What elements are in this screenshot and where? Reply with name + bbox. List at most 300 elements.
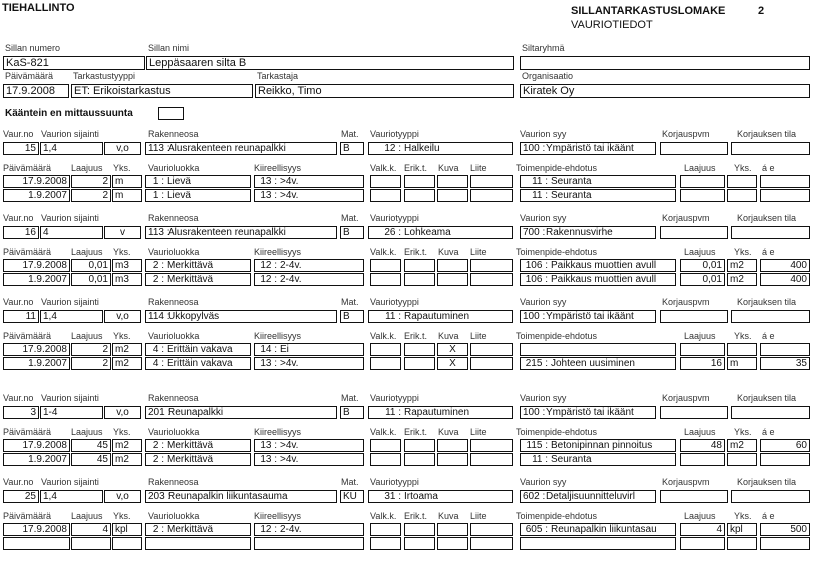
obs-urgency-field-code: 12 :	[260, 524, 277, 535]
obs-class-field[interactable]	[145, 343, 251, 356]
obs-a-extent-field[interactable]: 0,01	[680, 259, 725, 272]
obs-kuva-field[interactable]	[437, 259, 468, 272]
repair-status-label: Korjauksen tila	[737, 297, 797, 307]
bridge-group-field[interactable]	[520, 56, 810, 70]
dmg-type-field-code: 26 :	[384, 227, 401, 238]
obs-urgency-field[interactable]	[254, 357, 364, 370]
obs-liite-field[interactable]	[470, 357, 513, 370]
dmg-type-field-text: Rapautuminen	[404, 311, 470, 322]
obs-date-field[interactable]	[3, 537, 70, 550]
obs-a-extent-field[interactable]: 16	[680, 357, 725, 370]
dmg-no-field[interactable]: 25	[3, 490, 39, 503]
obs-a-extent-field[interactable]	[680, 175, 725, 188]
obs-extent-label: Laajuus	[71, 511, 103, 521]
obs-a-extent-field[interactable]	[680, 189, 725, 202]
inspection-type-label: Tarkastustyyppi	[73, 71, 136, 81]
dmg-no-label: Vaur.no	[3, 129, 34, 139]
part-field-code: 113 :	[148, 227, 170, 238]
obs-class-field-text: Merkittävä	[167, 440, 214, 451]
mat-label: Mat.	[341, 297, 359, 307]
obs-action-field[interactable]	[520, 523, 676, 536]
obs-liite-field[interactable]	[470, 343, 513, 356]
obs-unit-field[interactable]: m	[112, 189, 142, 202]
obs-valk-field[interactable]	[370, 537, 401, 550]
obs-action-field-text	[548, 344, 551, 355]
obs-erik-field[interactable]	[404, 273, 435, 286]
obs-date-label: Päivämäärä	[3, 331, 52, 341]
obs-unit-field[interactable]: m2	[112, 439, 142, 452]
cause-field-code: 100 :	[523, 407, 546, 418]
repair-status-field[interactable]	[731, 406, 810, 419]
location-field[interactable]: 1,4	[40, 142, 103, 155]
dmg-type-field-text: Irtoama	[404, 491, 438, 502]
obs-date-field[interactable]: 17.9.2008	[3, 439, 70, 452]
cause-label: Vaurion syy	[520, 213, 567, 223]
form-subtitle: VAURIOTIEDOT	[571, 19, 653, 31]
obs-a-unit-field[interactable]: m2	[727, 439, 757, 452]
obs-class-field-code: 2 :	[152, 274, 164, 285]
obs-erik-label: Erik.t.	[404, 427, 428, 437]
obs-erik-label: Erik.t.	[404, 331, 428, 341]
obs-urgency-field-text: >4v.	[280, 440, 299, 451]
obs-class-field[interactable]	[145, 273, 251, 286]
obs-action-field[interactable]	[520, 357, 676, 370]
location-field[interactable]: 1,4	[40, 310, 103, 323]
mat-field[interactable]: KU	[340, 490, 364, 503]
obs-liite-field[interactable]	[470, 453, 513, 466]
obs-kuva-field[interactable]	[437, 273, 468, 286]
obs-a-price-field[interactable]: 400	[760, 259, 810, 272]
part-field-code: 201 :	[148, 407, 171, 418]
obs-action-field[interactable]	[520, 189, 676, 202]
obs-a-unit-field[interactable]: m	[727, 357, 757, 370]
mat-field[interactable]: B	[340, 406, 364, 419]
obs-urgency-field[interactable]	[254, 189, 364, 202]
obs-valk-field[interactable]	[370, 357, 401, 370]
obs-liite-label: Liite	[470, 511, 487, 521]
obs-kuva-field[interactable]	[437, 439, 468, 452]
cause-field[interactable]	[520, 226, 656, 239]
obs-action-field-text: Seuranta	[551, 176, 592, 187]
repair-date-label: Korjauspvm	[662, 297, 710, 307]
measure-direction-checkbox[interactable]	[158, 107, 184, 120]
cause-label: Vaurion syy	[520, 477, 567, 487]
obs-urgency-field[interactable]	[254, 259, 364, 272]
obs-action-field-code: 215 :	[525, 358, 548, 369]
obs-a-price-field[interactable]	[760, 537, 810, 550]
obs-kuva-field[interactable]	[437, 453, 468, 466]
obs-unit-field[interactable]: m2	[112, 343, 142, 356]
obs-class-field[interactable]	[145, 439, 251, 452]
obs-extent-field[interactable]: 2	[71, 357, 111, 370]
repair-status-label: Korjauksen tila	[737, 477, 797, 487]
obs-extent-field[interactable]	[71, 537, 111, 550]
dmg-type-field[interactable]	[368, 406, 513, 419]
obs-extent-field[interactable]: 0,01	[71, 273, 111, 286]
obs-erik-field[interactable]	[404, 175, 435, 188]
obs-a-unit-field[interactable]: kpl	[727, 523, 757, 536]
obs-action-field-code: 106 :	[525, 260, 548, 271]
obs-a-unit-label: Yks.	[734, 331, 752, 341]
obs-date-field[interactable]: 1.9.2007	[3, 453, 70, 466]
cause-field-text: Detaljisuunnitteluvirl	[546, 491, 635, 502]
cause-field[interactable]	[520, 310, 656, 323]
obs-a-extent-field[interactable]: 4	[680, 523, 725, 536]
obs-erik-field[interactable]	[404, 189, 435, 202]
obs-valk-label: Valk.k.	[370, 511, 397, 521]
obs-class-field-text: Erittäin vakava	[167, 344, 233, 355]
obs-a-price-label: á e	[762, 163, 775, 173]
part-field[interactable]	[145, 406, 337, 419]
obs-action-field-code: 11 :	[532, 190, 548, 201]
dmg-type-field-code: 31 :	[384, 491, 401, 502]
obs-action-field[interactable]	[520, 259, 676, 272]
obs-date-field[interactable]: 17.9.2008	[3, 175, 70, 188]
dmg-type-field[interactable]	[368, 142, 513, 155]
mat-field[interactable]: B	[340, 142, 364, 155]
obs-valk-label: Valk.k.	[370, 247, 397, 257]
obs-class-field-code: 1 :	[152, 190, 164, 201]
location-side-field[interactable]: v,o	[104, 406, 141, 419]
obs-kuva-label: Kuva	[438, 427, 459, 437]
location-field[interactable]: 4	[40, 226, 103, 239]
part-field[interactable]	[145, 310, 337, 323]
inspection-type-field[interactable]: ET: Erikoistarkastus	[71, 84, 253, 98]
repair-status-label: Korjauksen tila	[737, 213, 797, 223]
obs-unit-label: Yks.	[113, 511, 131, 521]
page-number: 2	[758, 5, 765, 17]
obs-liite-field[interactable]	[470, 273, 513, 286]
obs-a-unit-field[interactable]	[727, 189, 757, 202]
obs-action-field[interactable]	[520, 439, 676, 452]
dmg-no-field[interactable]: 3	[3, 406, 39, 419]
obs-urgency-field[interactable]	[254, 273, 364, 286]
bridge-no-field[interactable]: KaS-821	[3, 56, 145, 70]
obs-a-extent-field[interactable]	[680, 343, 725, 356]
dmg-no-field[interactable]: 15	[3, 142, 39, 155]
location-side-field[interactable]: v,o	[104, 490, 141, 503]
dmg-type-field[interactable]	[368, 310, 513, 323]
obs-class-field-text: Lievä	[167, 176, 191, 187]
obs-kuva-field[interactable]	[437, 523, 468, 536]
obs-class-field-text: Lievä	[167, 190, 191, 201]
obs-extent-field[interactable]: 45	[71, 439, 111, 452]
obs-erik-field[interactable]	[404, 523, 435, 536]
obs-a-extent-field[interactable]	[680, 453, 725, 466]
obs-kuva-field[interactable]: X	[437, 343, 468, 356]
obs-action-label: Toimenpide-ehdotus	[516, 331, 598, 341]
obs-erik-field[interactable]	[404, 259, 435, 272]
inspection-date-label: Päivämäärä	[5, 71, 54, 81]
obs-class-field[interactable]	[145, 189, 251, 202]
obs-action-field[interactable]	[520, 453, 676, 466]
obs-liite-field[interactable]	[470, 175, 513, 188]
obs-liite-label: Liite	[470, 163, 487, 173]
obs-extent-field[interactable]: 2	[71, 189, 111, 202]
obs-erik-field[interactable]	[404, 453, 435, 466]
obs-class-label: Vaurioluokka	[148, 511, 200, 521]
obs-action-label: Toimenpide-ehdotus	[516, 247, 598, 257]
obs-date-field[interactable]: 17.9.2008	[3, 523, 70, 536]
obs-valk-field[interactable]	[370, 259, 401, 272]
repair-date-label: Korjauspvm	[662, 477, 710, 487]
organisation-field[interactable]: Kiratek Oy	[520, 84, 810, 98]
obs-unit-field[interactable]: m3	[112, 259, 142, 272]
obs-date-field[interactable]: 17.9.2008	[3, 259, 70, 272]
cause-label: Vaurion syy	[520, 393, 567, 403]
location-field[interactable]: 1-4	[40, 406, 103, 419]
obs-class-field[interactable]	[145, 537, 251, 550]
part-label: Rakenneosa	[148, 213, 199, 223]
obs-unit-field[interactable]: kpl	[112, 523, 142, 536]
obs-action-field[interactable]	[520, 343, 676, 356]
measure-direction-label: Kääntein en mittaussuunta	[5, 108, 133, 119]
obs-class-field-code: 2 :	[152, 454, 164, 465]
obs-unit-field[interactable]: m	[112, 175, 142, 188]
obs-erik-field[interactable]	[404, 357, 435, 370]
part-field-text: Reunapalkki	[168, 407, 224, 418]
location-side-field[interactable]: v,o	[104, 310, 141, 323]
obs-urgency-field[interactable]	[254, 523, 364, 536]
obs-liite-label: Liite	[470, 247, 487, 257]
obs-urgency-field[interactable]	[254, 439, 364, 452]
obs-erik-label: Erik.t.	[404, 163, 428, 173]
obs-kuva-field[interactable]: X	[437, 357, 468, 370]
obs-date-field[interactable]: 1.9.2007	[3, 273, 70, 286]
obs-valk-field[interactable]	[370, 175, 401, 188]
obs-class-field[interactable]	[145, 523, 251, 536]
obs-kuva-label: Kuva	[438, 331, 459, 341]
obs-valk-field[interactable]	[370, 343, 401, 356]
obs-date-field[interactable]: 17.9.2008	[3, 343, 70, 356]
obs-class-field[interactable]	[145, 453, 251, 466]
obs-a-unit-field[interactable]	[727, 453, 757, 466]
bridge-name-field[interactable]: Leppäsaaren silta B	[146, 56, 514, 70]
part-label: Rakenneosa	[148, 297, 199, 307]
obs-class-field[interactable]	[145, 259, 251, 272]
repair-status-field[interactable]	[731, 310, 810, 323]
obs-unit-field[interactable]	[112, 537, 142, 550]
obs-unit-field[interactable]: m2	[112, 357, 142, 370]
location-side-field[interactable]: v,o	[104, 142, 141, 155]
obs-a-unit-field[interactable]: m2	[727, 259, 757, 272]
dmg-no-field[interactable]: 16	[3, 226, 39, 239]
obs-unit-label: Yks.	[113, 163, 131, 173]
obs-liite-field[interactable]	[470, 189, 513, 202]
obs-action-field-text: Reunapalkin liikuntasau	[551, 524, 657, 535]
obs-liite-field[interactable]	[470, 259, 513, 272]
obs-unit-label: Yks.	[113, 247, 131, 257]
part-label: Rakenneosa	[148, 393, 199, 403]
obs-class-field-text: Erittäin vakava	[167, 358, 233, 369]
obs-class-field-code: 2 :	[152, 260, 164, 271]
obs-class-field-code: 2 :	[152, 440, 164, 451]
obs-urgency-label: Kiireellisyys	[254, 511, 302, 521]
location-side-field[interactable]: v	[104, 226, 141, 239]
repair-date-field[interactable]	[660, 310, 728, 323]
dmg-type-field[interactable]	[368, 226, 513, 239]
obs-valk-field[interactable]	[370, 189, 401, 202]
cause-field-text: Rakennusvirhe	[546, 227, 613, 238]
obs-unit-field[interactable]: m2	[112, 453, 142, 466]
mat-field[interactable]: B	[340, 310, 364, 323]
obs-urgency-field[interactable]	[254, 453, 364, 466]
inspection-date-field[interactable]: 17.9.2008	[3, 84, 69, 98]
part-field[interactable]	[145, 490, 337, 503]
part-field-code: 114 :	[148, 311, 170, 322]
obs-a-unit-field[interactable]	[727, 537, 757, 550]
cause-field[interactable]	[520, 142, 656, 155]
obs-a-extent-label: Laajuus	[684, 247, 716, 257]
mat-label: Mat.	[341, 393, 359, 403]
obs-extent-field[interactable]: 4	[71, 523, 111, 536]
obs-a-price-field[interactable]	[760, 189, 810, 202]
obs-action-field-text: Seuranta	[551, 190, 592, 201]
obs-a-price-field[interactable]: 35	[760, 357, 810, 370]
obs-a-extent-label: Laajuus	[684, 331, 716, 341]
obs-liite-label: Liite	[470, 331, 487, 341]
obs-a-price-field[interactable]: 500	[760, 523, 810, 536]
repair-status-field[interactable]	[731, 490, 810, 503]
obs-urgency-field-text: 2-4v.	[280, 524, 302, 535]
obs-action-label: Toimenpide-ehdotus	[516, 511, 598, 521]
obs-action-field[interactable]	[520, 175, 676, 188]
cause-field-text: Ympäristö tai ikäänt	[546, 143, 634, 154]
obs-kuva-field[interactable]	[437, 537, 468, 550]
obs-a-extent-field[interactable]: 0,01	[680, 273, 725, 286]
obs-a-price-field[interactable]: 60	[760, 439, 810, 452]
repair-date-field[interactable]	[660, 490, 728, 503]
inspector-label: Tarkastaja	[257, 71, 299, 81]
part-field[interactable]	[145, 142, 337, 155]
obs-urgency-field-text: 2-4v.	[280, 274, 302, 285]
obs-date-field[interactable]: 1.9.2007	[3, 189, 70, 202]
obs-class-field[interactable]	[145, 175, 251, 188]
repair-date-label: Korjauspvm	[662, 213, 710, 223]
bridge-no-label: Sillan numero	[5, 43, 61, 53]
obs-valk-label: Valk.k.	[370, 427, 397, 437]
location-field[interactable]: 1,4	[40, 490, 103, 503]
obs-a-price-field[interactable]	[760, 453, 810, 466]
dmg-no-label: Vaur.no	[3, 393, 34, 403]
cause-field-text: Ympäristö tai ikäänt	[546, 311, 634, 322]
obs-action-field-code: 115 :	[526, 440, 548, 451]
obs-date-field[interactable]: 1.9.2007	[3, 357, 70, 370]
obs-a-unit-field[interactable]	[727, 175, 757, 188]
mat-label: Mat.	[341, 477, 359, 487]
obs-kuva-field[interactable]	[437, 175, 468, 188]
dmg-type-label: Vauriotyyppi	[370, 297, 419, 307]
obs-erik-field[interactable]	[404, 439, 435, 452]
obs-extent-field[interactable]: 2	[71, 343, 111, 356]
obs-valk-field[interactable]	[370, 273, 401, 286]
obs-a-price-field[interactable]: 400	[760, 273, 810, 286]
dmg-no-field[interactable]: 11	[3, 310, 39, 323]
dmg-type-label: Vauriotyyppi	[370, 129, 419, 139]
obs-a-price-field[interactable]	[760, 175, 810, 188]
dmg-type-field-code: 12 :	[384, 143, 401, 154]
obs-a-price-field[interactable]	[760, 343, 810, 356]
obs-valk-field[interactable]	[370, 453, 401, 466]
obs-valk-field[interactable]	[370, 523, 401, 536]
cause-field[interactable]	[520, 406, 656, 419]
obs-a-unit-label: Yks.	[734, 427, 752, 437]
obs-class-field-code: 1 :	[152, 176, 164, 187]
obs-class-field-text	[164, 538, 167, 549]
obs-urgency-field-text: >4v.	[280, 454, 299, 465]
repair-date-label: Korjauspvm	[662, 393, 710, 403]
part-label: Rakenneosa	[148, 477, 199, 487]
obs-class-field[interactable]	[145, 357, 251, 370]
obs-a-extent-field[interactable]: 48	[680, 439, 725, 452]
repair-date-label: Korjauspvm	[662, 129, 710, 139]
obs-a-unit-field[interactable]	[727, 343, 757, 356]
obs-erik-label: Erik.t.	[404, 247, 428, 257]
obs-action-field-code: 11 :	[532, 176, 548, 187]
obs-action-field-text	[548, 538, 551, 549]
obs-extent-label: Laajuus	[71, 331, 103, 341]
obs-erik-field[interactable]	[404, 343, 435, 356]
cause-field-code: 100 :	[523, 143, 546, 154]
obs-a-unit-field[interactable]: m2	[727, 273, 757, 286]
cause-field[interactable]	[520, 490, 656, 503]
inspector-field[interactable]: Reikko, Timo	[255, 84, 514, 98]
dmg-type-field-text: Halkeilu	[404, 143, 440, 154]
obs-action-field-text: Paikkaus muottien avull	[551, 274, 657, 285]
obs-class-field-text: Merkittävä	[167, 454, 214, 465]
obs-extent-field[interactable]: 0,01	[71, 259, 111, 272]
obs-liite-field[interactable]	[470, 537, 513, 550]
repair-date-field[interactable]	[660, 142, 728, 155]
obs-urgency-field[interactable]	[254, 343, 364, 356]
obs-class-label: Vaurioluokka	[148, 163, 200, 173]
location-label: Vaurion sijainti	[41, 477, 99, 487]
mat-label: Mat.	[341, 213, 359, 223]
obs-valk-label: Valk.k.	[370, 163, 397, 173]
bridge-group-label: Siltaryhmä	[522, 43, 565, 53]
repair-status-field[interactable]	[731, 226, 810, 239]
obs-a-extent-label: Laajuus	[684, 427, 716, 437]
repair-date-field[interactable]	[660, 226, 728, 239]
obs-extent-label: Laajuus	[71, 163, 103, 173]
obs-urgency-field-text	[277, 538, 280, 549]
part-field-text: Ukkopylväs	[168, 311, 220, 322]
obs-a-unit-label: Yks.	[734, 163, 752, 173]
dmg-type-field[interactable]	[368, 490, 513, 503]
repair-status-field[interactable]	[731, 142, 810, 155]
obs-extent-field[interactable]: 45	[71, 453, 111, 466]
obs-extent-label: Laajuus	[71, 247, 103, 257]
obs-extent-field[interactable]: 2	[71, 175, 111, 188]
part-field[interactable]	[145, 226, 337, 239]
obs-action-field[interactable]	[520, 273, 676, 286]
obs-liite-field[interactable]	[470, 439, 513, 452]
obs-valk-field[interactable]	[370, 439, 401, 452]
obs-urgency-field[interactable]	[254, 175, 364, 188]
obs-urgency-field[interactable]	[254, 537, 364, 550]
obs-liite-field[interactable]	[470, 523, 513, 536]
obs-erik-field[interactable]	[404, 537, 435, 550]
obs-kuva-field[interactable]	[437, 189, 468, 202]
repair-date-field[interactable]	[660, 406, 728, 419]
obs-action-field[interactable]	[520, 537, 676, 550]
mat-field[interactable]: B	[340, 226, 364, 239]
obs-a-price-label: á e	[762, 511, 775, 521]
obs-unit-field[interactable]: m3	[112, 273, 142, 286]
obs-a-extent-field[interactable]	[680, 537, 725, 550]
part-field-code: 113 :	[148, 143, 170, 154]
obs-kuva-label: Kuva	[438, 163, 459, 173]
